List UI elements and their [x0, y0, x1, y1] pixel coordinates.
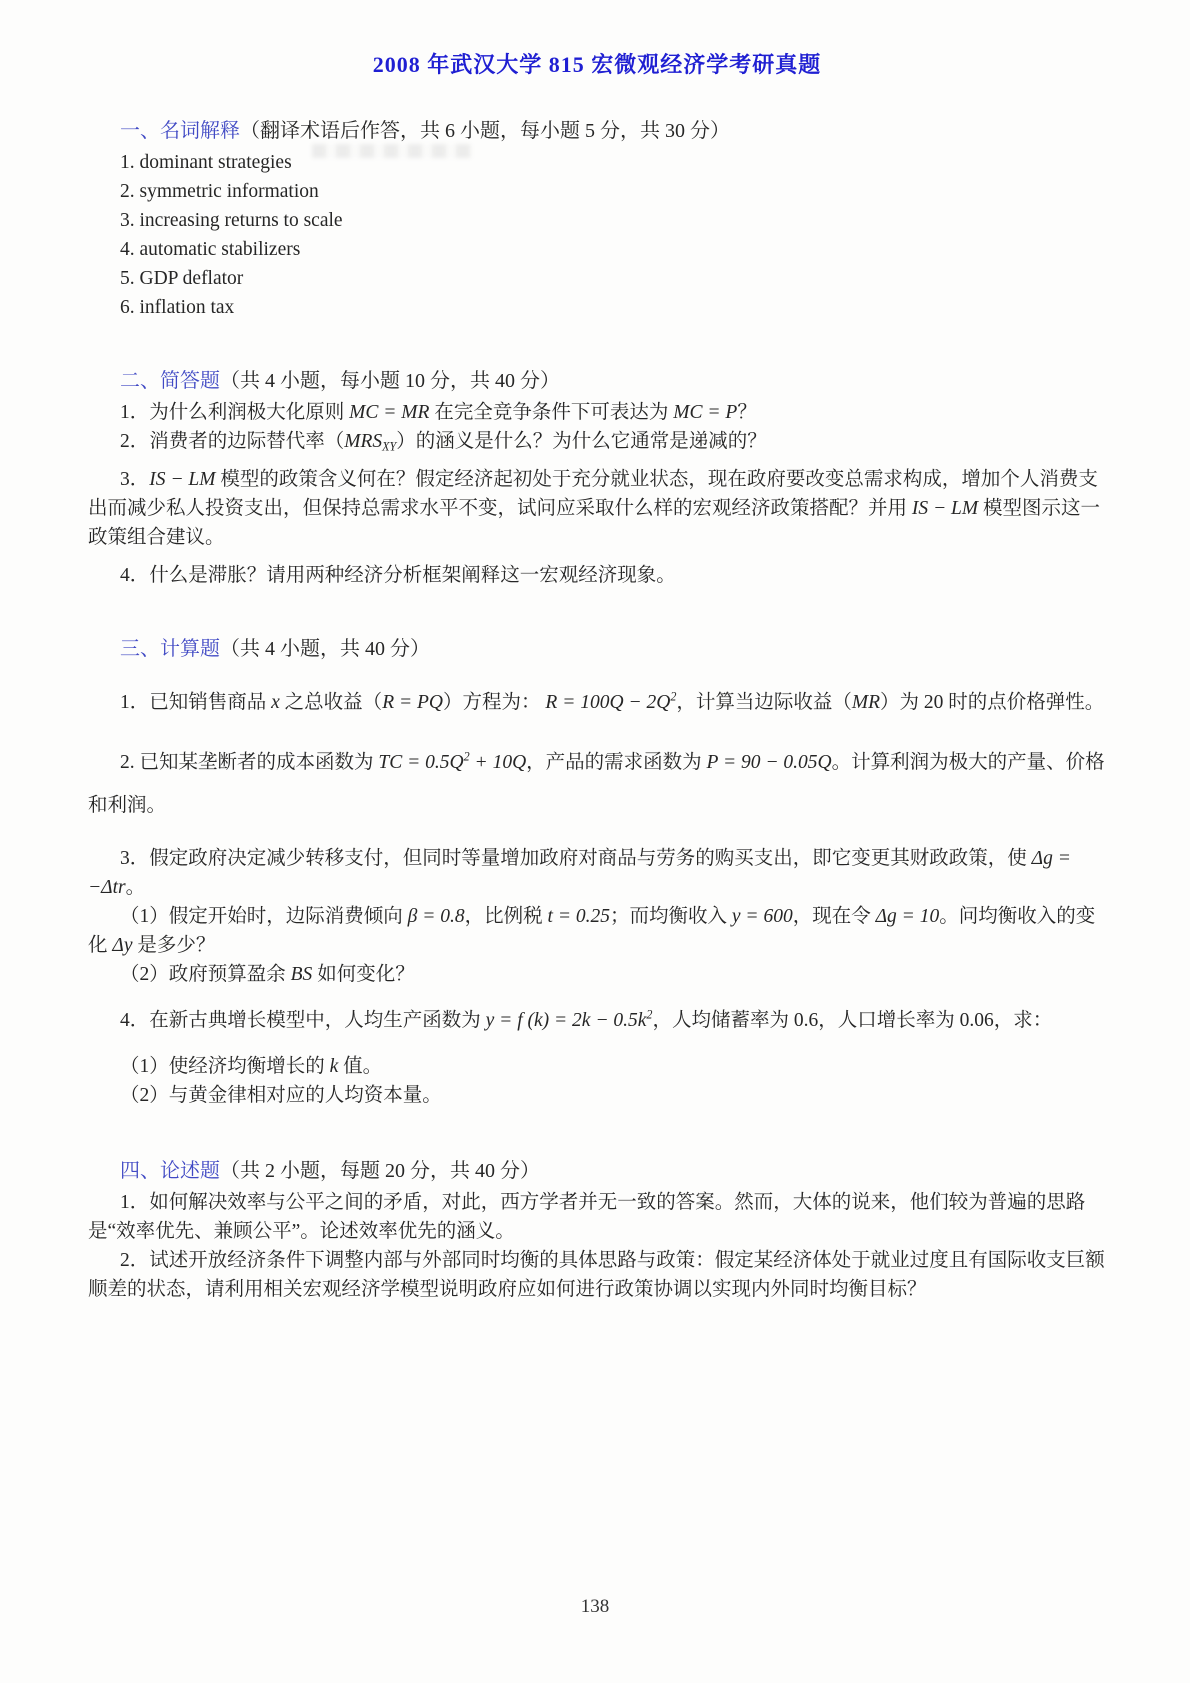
paragraph: [88, 960, 1106, 989]
math-segment: TC = 0.5Q: [378, 752, 464, 773]
section-short-answer-title: 二、简答题: [120, 370, 220, 392]
paragraph: [88, 844, 1106, 902]
section-short-answer-suffix: （共 4 小题，每小题 10 分，共 40 分）: [220, 370, 560, 392]
math-segment: Δy: [112, 935, 133, 956]
math-segment: BS: [290, 964, 313, 985]
paragraph: [88, 148, 1106, 177]
section-essay: [88, 1156, 1106, 1304]
paragraph: [88, 235, 1106, 264]
text-segment: 4．什么是滞胀？请用两种经济分析框架阐释这一宏观经济现象。: [120, 565, 676, 586]
paragraph: [88, 177, 1106, 206]
page-title: 2008 年武汉大学 815 宏微观经济学考研真题: [372, 52, 822, 77]
text-segment: ，现在令: [792, 906, 876, 927]
paragraph: [88, 465, 1106, 552]
math-segment: β = 0.8: [407, 906, 465, 927]
section-short-answer: [88, 366, 1106, 590]
section-calculation-heading: [88, 634, 1106, 664]
text-segment: ，人均储蓄率为 0.6，人口增长率为 0.06，求：: [652, 1010, 1053, 1031]
paragraph: [88, 1246, 1106, 1304]
math-segment: k: [329, 1056, 339, 1077]
math-segment: MRS: [344, 431, 383, 452]
text-segment: 如何变化？: [312, 964, 415, 985]
math-segment: MC = P: [673, 402, 738, 423]
paragraph: [88, 681, 1106, 724]
section-terms-body: [88, 148, 1106, 322]
math-segment: XY: [382, 439, 397, 454]
math-segment: 2: [463, 749, 470, 764]
text-segment: （2）政府预算盈余: [120, 964, 291, 985]
text-segment: 6. inflation tax: [120, 297, 235, 318]
section-essay-body: [88, 1188, 1106, 1304]
paragraph: [88, 561, 1106, 590]
math-segment: R = 100Q − 2Q: [545, 692, 671, 713]
text-segment: 模型的政策含义何在？假定经济起初处于充分就业状态，现在政府要改变总需求构成，增加个人消费支出而减少私人投资支出，但保持总需求水平不变，试问应采取什么样的宏观经济政策搭配？并用: [88, 469, 1098, 519]
section-terms-title: 一、名词解释: [120, 120, 240, 142]
section-calculation-title: 三、计算题: [120, 638, 220, 660]
section-short-answer-body: [88, 398, 1106, 590]
math-segment: y = f (k) = 2k − 0.5k: [485, 1010, 647, 1031]
paragraph: [88, 1188, 1106, 1246]
paragraph: [88, 902, 1106, 960]
text-segment: 2. 已知某垄断者的成本函数为: [120, 752, 379, 773]
text-segment: 。计算利润为极大的产量、价格和利润。: [88, 752, 1105, 816]
paragraph: [88, 293, 1106, 322]
math-segment: P = 90 − 0.05Q: [706, 752, 832, 773]
page-number: 138: [580, 1596, 610, 1617]
text-segment: ）的涵义是什么？为什么它通常是递减的？: [396, 431, 767, 452]
text-segment: 2. symmetric information: [120, 181, 319, 202]
math-segment: MC = MR: [349, 402, 430, 423]
paragraph: [88, 206, 1106, 235]
section-essay-suffix: （共 2 小题，每题 20 分，共 40 分）: [220, 1160, 540, 1182]
text-segment: 模型图示这一政策组合建议。: [88, 498, 1101, 548]
math-segment: x: [271, 692, 280, 713]
section-terms: [88, 116, 1106, 322]
section-short-answer-heading: [88, 366, 1106, 396]
section-terms-suffix: （翻译术语后作答，共 6 小题，每小题 5 分，共 30 分）: [240, 120, 730, 142]
text-segment: 是多少？: [132, 935, 216, 956]
text-segment: 2．试述开放经济条件下调整内部与外部同时均衡的具体思路与政策：假定某经济体处于就业过度且有国际收支巨额顺差的状态，请利用相关宏观经济学模型说明政府应如何进行政策协调以实现内外同时均衡目标？: [88, 1250, 1105, 1300]
text-segment: （1）假定开始时，边际消费倾向: [120, 906, 408, 927]
math-segment: IS − LM: [149, 469, 216, 490]
text-segment: 。: [125, 877, 146, 898]
text-segment: ）为 20 时的点价格弹性。: [880, 692, 1105, 713]
text-segment: 之总收益（: [279, 692, 383, 713]
math-segment: IS − LM: [911, 498, 979, 519]
section-terms-heading: [88, 116, 1106, 146]
text-segment: 。问均衡收入的变化: [88, 906, 1096, 956]
text-segment: ，比例税: [464, 906, 548, 927]
text-segment: 3. increasing returns to scale: [120, 210, 343, 231]
math-segment: Δg = −Δtr: [88, 848, 1071, 898]
text-segment: ；而均衡收入: [609, 906, 732, 927]
text-segment: 5. GDP deflator: [120, 268, 244, 289]
math-segment: Δg = 10: [875, 906, 940, 927]
math-segment: + 10Q: [469, 752, 527, 773]
text-segment: 1. dominant strategies: [120, 152, 292, 173]
section-calculation: [88, 634, 1106, 1110]
text-segment: （2）与黄金律相对应的人均资本量。: [120, 1085, 442, 1106]
section-calculation-body: [88, 681, 1106, 1110]
paragraph: [88, 1006, 1106, 1035]
text-segment: 1．为什么利润极大化原则: [120, 402, 350, 423]
text-segment: （1）使经济均衡增长的: [120, 1056, 330, 1077]
text-segment: 4. automatic stabilizers: [120, 239, 301, 260]
text-segment: ，计算当边际收益（: [676, 692, 852, 713]
text-segment: ）方程为：: [443, 692, 546, 713]
text-segment: ？: [737, 402, 757, 423]
paragraph: [88, 1052, 1106, 1081]
text-segment: 4．在新古典增长模型中，人均生产函数为: [120, 1010, 486, 1031]
paragraph: [88, 398, 1106, 427]
section-calculation-suffix: （共 4 小题，共 40 分）: [220, 638, 430, 660]
math-segment: 2: [670, 689, 677, 704]
math-segment: t = 0.25: [547, 906, 610, 927]
text-segment: 1．如何解决效率与公平之间的矛盾，对此，西方学者并无一致的答案。然而，大体的说来，他们较为普遍的思路是“效率优先、兼顾公平”。论述效率优先的涵义。: [88, 1192, 1086, 1242]
text-segment: 在完全竞争条件下可表达为: [429, 402, 674, 423]
paragraph: [88, 264, 1106, 293]
math-segment: y = 600: [731, 906, 793, 927]
section-essay-heading: [88, 1156, 1106, 1186]
paragraph: [88, 741, 1106, 827]
text-segment: ，产品的需求函数为: [526, 752, 707, 773]
text-segment: 值。: [338, 1056, 383, 1077]
math-segment: 2: [646, 1007, 653, 1022]
text-segment: 2．消费者的边际替代率（: [120, 431, 345, 452]
paragraph: [88, 1081, 1106, 1110]
text-segment: 3．: [120, 469, 150, 490]
math-segment: MR: [851, 692, 881, 713]
text-segment: 1．已知销售商品: [120, 692, 272, 713]
math-segment: R = PQ: [382, 692, 444, 713]
paragraph: [88, 427, 1106, 456]
section-essay-title: 四、论述题: [120, 1160, 220, 1182]
text-segment: 3．假定政府决定减少转移支付，但同时等量增加政府对商品与劳务的购买支出，即它变更其财政政策，使: [120, 848, 1032, 869]
